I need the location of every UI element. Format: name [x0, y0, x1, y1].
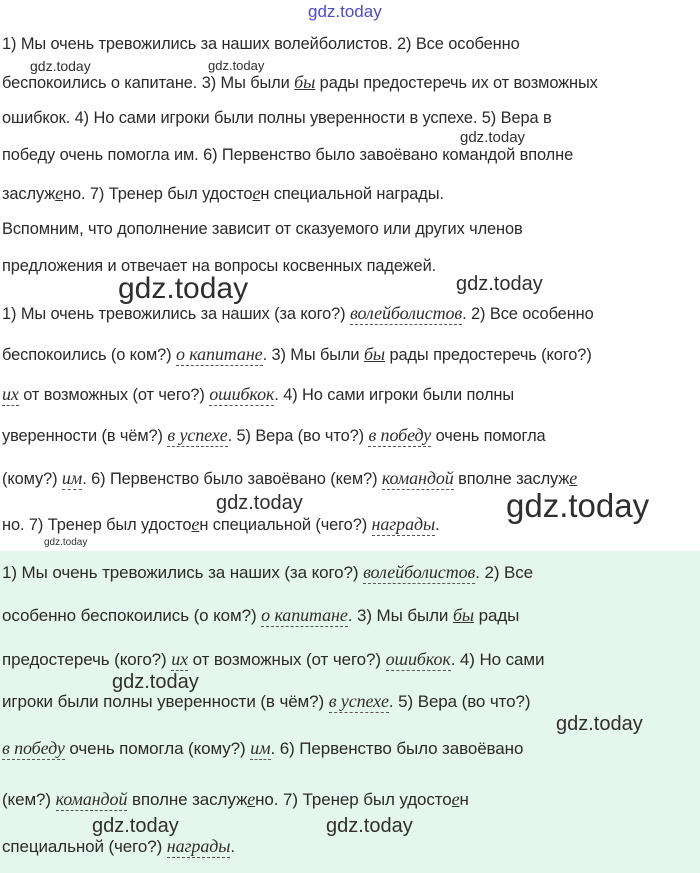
watermark: gdz.today [44, 537, 88, 548]
text-line: 1) Мы очень тревожились за наших (за кого?) волейболистов. 2) Все особенно [2, 303, 594, 323]
watermark: gdz.today [118, 272, 249, 305]
text-line: ошибкок. 4) Но сами игроки были полны уверенности в успехе. 5) Вера в [2, 109, 552, 127]
watermark: gdz.today [506, 487, 650, 524]
text-line: игроки были полны уверенности (в чём?) в успехе. 5) Вера (во что?) [2, 691, 531, 711]
text-line: уверенности (в чём?) в успехе. 5) Вера (во что?) в победу очень помогла [2, 425, 546, 445]
text-line: их от возможных (от чего?) ошибкок. 4) Но сами игроки были полны [2, 384, 515, 404]
text-line: но. 7) Тренер был удостоен специальной (чего?) награды. [2, 514, 440, 534]
watermark: gdz.today [30, 58, 91, 74]
text-line: заслужено. 7) Тренер был удостоен специальной награды. [2, 183, 444, 203]
text-line: (кому?) им. 6) Первенство было завоёвано (кем?) командой вполне заслуже [2, 468, 578, 488]
text-line: (кем?) командой вполне заслужено. 7) Тренер был удостоен [2, 789, 469, 809]
text-line: 1) Мы очень тревожились за наших (за кого?) волейболистов. 2) Все [2, 562, 533, 582]
watermark: gdz.today [112, 671, 199, 693]
text-line: 1) Мы очень тревожились за наших волейболистов. 2) Все особенно [2, 35, 520, 53]
watermark: gdz.today [216, 492, 303, 514]
text-line: беспокоились (о ком?) о капитане. 3) Мы были бы рады предостеречь (кого?) [2, 344, 592, 364]
watermark: gdz.today [460, 129, 526, 146]
watermark: gdz.today [208, 58, 265, 73]
watermark: gdz.today [92, 815, 179, 837]
text-line: специальной (чего?) награды. [2, 836, 235, 856]
text-line: предложения и отвечает на вопросы косвенных падежей. [2, 257, 437, 275]
text-line: Вспомним, что дополнение зависит от сказуемого или других членов [2, 220, 523, 238]
text-line: предостеречь (кого?) их от возможных (от чего?) ошибкок. 4) Но сами [2, 649, 545, 669]
text-line: победу очень помогла им. 6) Первенство было завоёвано командой вполне [2, 146, 574, 164]
watermark: gdz.today [326, 815, 413, 837]
text-line: в победу очень помогла (кому?) им. 6) Первенство было завоёвано [2, 738, 524, 758]
text-line: беспокоились о капитане. 3) Мы были бы рады предостеречь их от возможных [2, 72, 598, 92]
watermark: gdz.today [456, 273, 543, 295]
text-line: особенно беспокоились (о ком?) о капитане. 3) Мы были бы рады [2, 605, 520, 625]
header-watermark: gdz.today [308, 2, 382, 21]
watermark: gdz.today [556, 713, 643, 735]
